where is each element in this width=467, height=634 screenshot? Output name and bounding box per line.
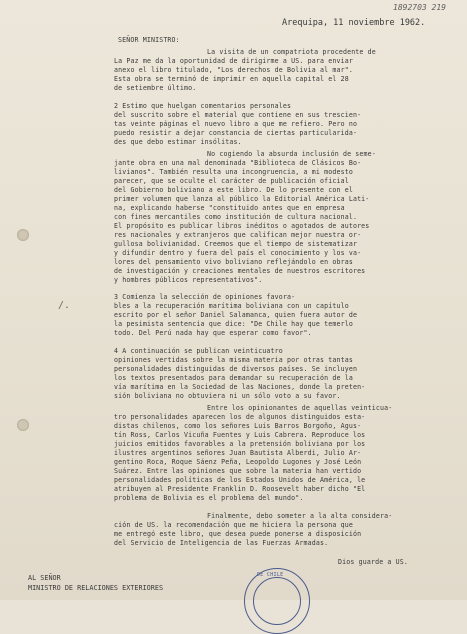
text-line: des que debo estimar insólitas. (114, 138, 242, 146)
text-line: todo. Del Perú nada hay que esperar como favor". (114, 329, 312, 337)
text-line: Finalmente, debo someter a la alta considera- (207, 512, 393, 520)
text-line: lores del pensamiento vivo boliviano reflejándolo en obras (114, 258, 353, 266)
stamp-text: DE CHILE (257, 572, 284, 578)
text-line: y hombres públicos representativos". (114, 276, 263, 284)
text-line: Esta obra se terminó de imprimir en aquella capital el 28 (114, 75, 349, 83)
punch-hole (17, 229, 29, 241)
text-line: tas veinte páginas el nuevo libro a que me refiero. Pero no (114, 120, 358, 128)
text-line: primer volumen que lanza al público la Editorial América Lati- (114, 195, 370, 203)
text-line: jante obra en una mal denominada "Biblioteca de Clásicos Bo- (114, 159, 362, 167)
paragraph-marker: /. (58, 300, 71, 311)
addressee-line-2: MINISTRO DE RELACIONES EXTERIORES (28, 584, 164, 592)
closing-line: Dios guarde a US. (338, 558, 409, 566)
text-line: personalidades políticas de los Estados Unidos de América, le (114, 476, 366, 484)
text-line: tín Ross, Carlos Vicuña Fuentes y Luis Cabrera. Reproduce los (114, 431, 366, 439)
text-line: gullosa bolivianidad. Creemos que el tiempo de sistematizar (114, 240, 358, 248)
text-line: la pesimista sentencia que dice: "De Chile hay que temerlo (114, 320, 353, 328)
text-line: de setiembre último. (114, 84, 197, 92)
text-line: y difundir dentro y fuera del país el conocimiento y los va- (114, 249, 362, 257)
handwritten-annotation: 1892703 219 (393, 3, 446, 12)
salutation: SEÑOR MINISTRO: (118, 36, 180, 44)
text-line: livianos". También resulta una incongruencia, a mi modesto (114, 168, 353, 176)
text-line: vía marítima en la Sociedad de las Naciones, donde la preten- (114, 383, 366, 391)
text-line: res nacionales y extranjeros que califican mejor nuestra or- (114, 231, 362, 239)
text-line: escrito por el señor Daniel Salamanca, quien fuera autor de (114, 311, 358, 319)
text-line: Suárez. Entre las opiniones que sobre la materia han vertido (114, 467, 362, 475)
text-line: juicios emitidos favorables a la pretensión boliviana por los (114, 440, 366, 448)
text-line: problema de Bolivia es el problema del mundo". (114, 494, 304, 502)
official-stamp (244, 568, 310, 634)
text-line: parecer, que se oculte el carácter de publicación oficial (114, 177, 349, 185)
text-line: del suscrito sobre el material que contiene en sus trescien- (114, 111, 362, 119)
text-line: na, explicando haberse "constituido antes que en empresa (114, 204, 345, 212)
text-line: opiniones vertidas sobre la misma materia por otras tantas (114, 356, 353, 364)
text-line: 4 A continuación se publican veinticuatro (114, 347, 283, 355)
text-line: La visita de un compatriota procedente de (207, 48, 376, 56)
text-line: atribuyen al Presidente Franklin D. Roosevelt haber dicho "El (114, 485, 366, 493)
text-line: La Paz me da la oportunidad de dirigirme a US. para enviar (114, 57, 353, 65)
text-line: distas chilenos, como los señores Luis Barros Borgoño, Agus- (114, 422, 362, 430)
text-line: del Servicio de Inteligencia de las Fuerzas Armadas. (114, 539, 329, 547)
text-line: tro personalidades aparecen los de algunos distinguidos esta- (114, 413, 366, 421)
date-line: Arequipa, 11 noviembre 1962. (282, 18, 426, 28)
text-line: ilustres argentinos señores Juan Bautista Alberdi, Julio Ar- (114, 449, 362, 457)
text-line: los textos presentados para demandar su recuperación de la (114, 374, 353, 382)
stamp-inner-ring (253, 577, 301, 625)
text-line: Entre los opinionantes de aquellas veinticua- (207, 404, 393, 412)
text-line: sión boliviana no obtuviera ni un sólo voto a su favor. (114, 392, 341, 400)
text-line: 3 Comienza la selección de opiniones favora- (114, 293, 296, 301)
text-line: con fines mercantiles como institución de cultura nacional. (114, 213, 358, 221)
text-line: bles a la recuperación marítima boliviana con un capítulo (114, 302, 349, 310)
text-line: anexo el libro titulado, "Los derechos de Bolivia al mar". (114, 66, 353, 74)
text-line: me entregó este libro, que desea puede ponerse a disposición (114, 530, 362, 538)
text-line: de investigación y creaciones mentales de nuestros escritores (114, 267, 366, 275)
text-line: gentino Roca, Roque Sáenz Peña, Leopoldo Lugones y José León (114, 458, 362, 466)
text-line: No cogiendo la absurda inclusión de seme- (207, 150, 376, 158)
text-line: puedo resistir a dejar constancia de ciertas particularida- (114, 129, 358, 137)
text-line: El propósito es publicar libros inéditos o agotados de autores (114, 222, 370, 230)
text-line: personalidades distinguidas de diversos países. Se incluyen (114, 365, 358, 373)
text-line: del Gobierno boliviano a este libro. De lo presente con el (114, 186, 353, 194)
text-line: 2 Estimo que huelgan comentarios personales (114, 102, 292, 110)
addressee-line-1: AL SEÑOR (28, 574, 61, 582)
punch-hole (17, 419, 29, 431)
text-line: ción de US. la recomendación que me hiciera la persona que (114, 521, 353, 529)
